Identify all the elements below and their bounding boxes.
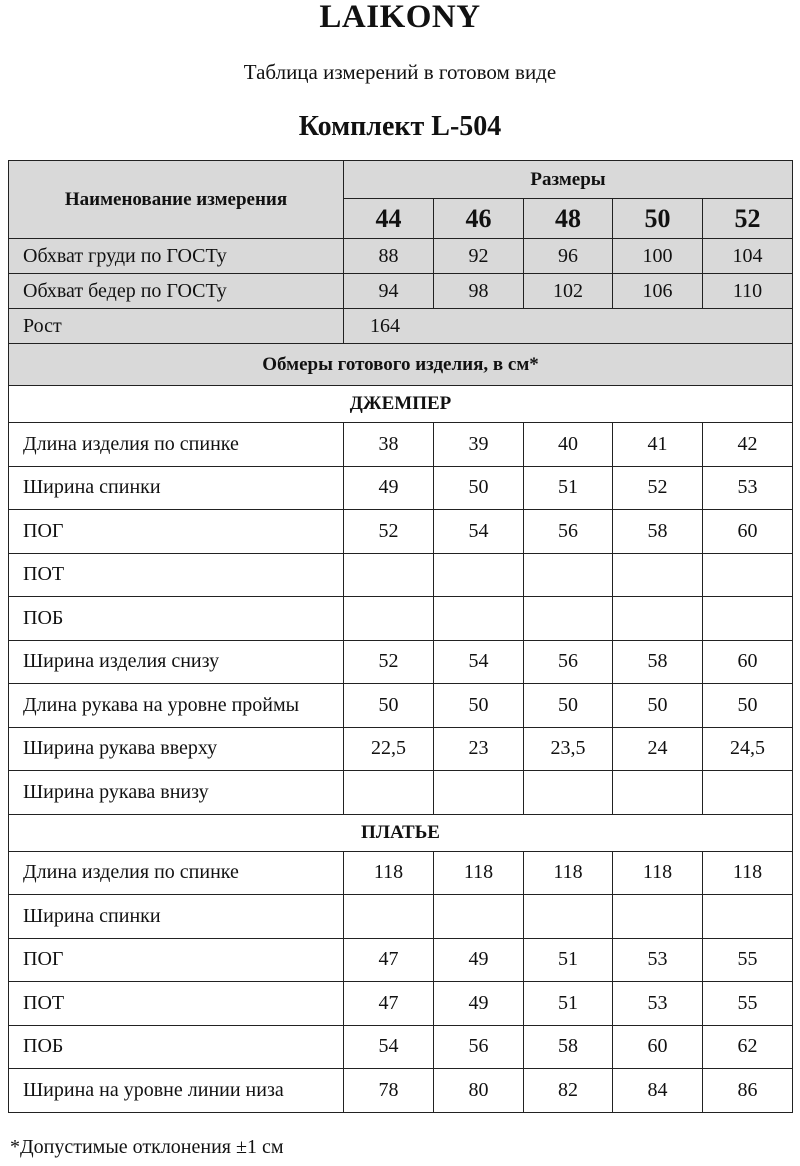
cell-value: 50 — [344, 684, 434, 728]
cell-value: 51 — [524, 466, 613, 510]
height-row — [9, 309, 793, 344]
cell-value: 54 — [434, 510, 524, 554]
cell-value: 86 — [703, 1069, 793, 1113]
table-row — [9, 771, 793, 815]
cell-value: 50 — [613, 684, 703, 728]
cell-value — [703, 771, 793, 815]
cell-value: 60 — [703, 640, 793, 684]
cell-value: 53 — [703, 466, 793, 510]
cell-value: 23 — [434, 727, 524, 771]
finished-header-row — [9, 344, 793, 386]
cell-value — [344, 771, 434, 815]
finished-measurements-header: Обмеры готового изделия, в см* — [9, 344, 793, 386]
table-row — [9, 510, 793, 554]
row-label: Ширина рукава вверху — [9, 727, 344, 771]
cell-value: 47 — [344, 938, 434, 982]
height-value: 164 — [344, 309, 793, 344]
cell-value — [524, 553, 613, 597]
row-label: Ширина на уровне линии низа — [9, 1069, 344, 1113]
cell-value: 49 — [344, 466, 434, 510]
cell-value — [524, 895, 613, 939]
cell-value: 42 — [703, 423, 793, 467]
table-row — [9, 640, 793, 684]
row-label: Длина изделия по спинке — [9, 423, 344, 467]
cell-value: 104 — [703, 239, 793, 274]
row-label: Длина изделия по спинке — [9, 851, 344, 895]
cell-value: 58 — [613, 510, 703, 554]
row-label: Обхват груди по ГОСТу — [9, 239, 344, 274]
size-48: 48 — [524, 199, 613, 239]
cell-value — [703, 553, 793, 597]
cell-value: 52 — [344, 510, 434, 554]
cell-value: 41 — [613, 423, 703, 467]
table-row — [9, 982, 793, 1026]
cell-value: 56 — [434, 1025, 524, 1069]
cell-value: 53 — [613, 938, 703, 982]
table-row — [9, 466, 793, 510]
cell-value: 80 — [434, 1069, 524, 1113]
cell-value: 84 — [613, 1069, 703, 1113]
cell-value: 23,5 — [524, 727, 613, 771]
cell-value: 39 — [434, 423, 524, 467]
cell-value: 47 — [344, 982, 434, 1026]
section-header-row — [9, 386, 793, 423]
size-50: 50 — [613, 199, 703, 239]
cell-value: 82 — [524, 1069, 613, 1113]
footnote: *Допустимые отклонения ±1 см — [10, 1136, 284, 1158]
cell-value: 52 — [613, 466, 703, 510]
size-44: 44 — [344, 199, 434, 239]
cell-value — [434, 553, 524, 597]
cell-value: 92 — [434, 239, 524, 274]
cell-value: 118 — [613, 851, 703, 895]
cell-value: 52 — [344, 640, 434, 684]
cell-value: 49 — [434, 938, 524, 982]
cell-value: 56 — [524, 640, 613, 684]
table-row — [9, 553, 793, 597]
row-label: ПОГ — [9, 510, 344, 554]
cell-value — [524, 771, 613, 815]
cell-value: 50 — [524, 684, 613, 728]
cell-value: 51 — [524, 982, 613, 1026]
cell-value — [703, 895, 793, 939]
table-row — [9, 423, 793, 467]
cell-value — [344, 597, 434, 641]
row-label: ПОГ — [9, 938, 344, 982]
cell-value: 118 — [434, 851, 524, 895]
cell-value: 49 — [434, 982, 524, 1026]
cell-value: 24 — [613, 727, 703, 771]
cell-value: 56 — [524, 510, 613, 554]
size-46: 46 — [434, 199, 524, 239]
cell-value — [434, 771, 524, 815]
row-label: ПОБ — [9, 1025, 344, 1069]
cell-value: 55 — [703, 938, 793, 982]
cell-value: 78 — [344, 1069, 434, 1113]
cell-value: 118 — [703, 851, 793, 895]
row-label: Ширина рукава внизу — [9, 771, 344, 815]
cell-value: 96 — [524, 239, 613, 274]
cell-value: 50 — [434, 466, 524, 510]
row-label: Рост — [9, 309, 344, 344]
row-label: Длина рукава на уровне проймы — [9, 684, 344, 728]
cell-value — [613, 597, 703, 641]
row-label: ПОТ — [9, 982, 344, 1026]
page-subtitle: Таблица измерений в готовом виде — [243, 60, 557, 84]
table-row — [9, 684, 793, 728]
cell-value: 110 — [703, 274, 793, 309]
table-row — [9, 851, 793, 895]
cell-value: 98 — [434, 274, 524, 309]
cell-value: 54 — [344, 1025, 434, 1069]
table-row — [9, 1069, 793, 1113]
row-label: ПОБ — [9, 597, 344, 641]
table-header-row — [9, 161, 793, 199]
row-label: Ширина изделия снизу — [9, 640, 344, 684]
row-label: Обхват бедер по ГОСТу — [9, 274, 344, 309]
cell-value: 88 — [344, 239, 434, 274]
cell-value: 102 — [524, 274, 613, 309]
cell-value: 38 — [344, 423, 434, 467]
table-row — [9, 1025, 793, 1069]
cell-value: 22,5 — [344, 727, 434, 771]
cell-value — [613, 553, 703, 597]
cell-value — [703, 597, 793, 641]
cell-value: 54 — [434, 640, 524, 684]
table-row — [9, 895, 793, 939]
row-label: ПОТ — [9, 553, 344, 597]
cell-value — [434, 597, 524, 641]
cell-value: 50 — [703, 684, 793, 728]
cell-value: 53 — [613, 982, 703, 1026]
cell-value: 58 — [613, 640, 703, 684]
cell-value: 24,5 — [703, 727, 793, 771]
row-label: Ширина спинки — [9, 466, 344, 510]
cell-value — [613, 771, 703, 815]
sizes-header: Размеры — [344, 161, 793, 199]
cell-value: 55 — [703, 982, 793, 1026]
table-row — [9, 938, 793, 982]
table-row — [9, 727, 793, 771]
cell-value: 50 — [434, 684, 524, 728]
cell-value: 118 — [524, 851, 613, 895]
cell-value — [344, 553, 434, 597]
cell-value — [613, 895, 703, 939]
size-52: 52 — [703, 199, 793, 239]
size-chart-table — [8, 160, 793, 1113]
measurement-name-header: Наименование измерения — [9, 161, 344, 239]
table-row — [9, 597, 793, 641]
body-row-hips — [9, 274, 793, 309]
cell-value: 62 — [703, 1025, 793, 1069]
row-label: Ширина спинки — [9, 895, 344, 939]
section-header-row — [9, 814, 793, 851]
cell-value: 94 — [344, 274, 434, 309]
cell-value — [434, 895, 524, 939]
cell-value: 60 — [613, 1025, 703, 1069]
cell-value: 51 — [524, 938, 613, 982]
body-row-chest — [9, 239, 793, 274]
cell-value: 58 — [524, 1025, 613, 1069]
cell-value: 60 — [703, 510, 793, 554]
cell-value: 118 — [344, 851, 434, 895]
cell-value — [344, 895, 434, 939]
cell-value: 106 — [613, 274, 703, 309]
cell-value — [524, 597, 613, 641]
brand-title: LAIKONY — [319, 0, 481, 35]
cell-value: 40 — [524, 423, 613, 467]
cell-value: 100 — [613, 239, 703, 274]
section-title: ПЛАТЬЕ — [9, 814, 793, 851]
page-title: Комплект L-504 — [298, 111, 502, 142]
section-title: ДЖЕМПЕР — [9, 386, 793, 423]
